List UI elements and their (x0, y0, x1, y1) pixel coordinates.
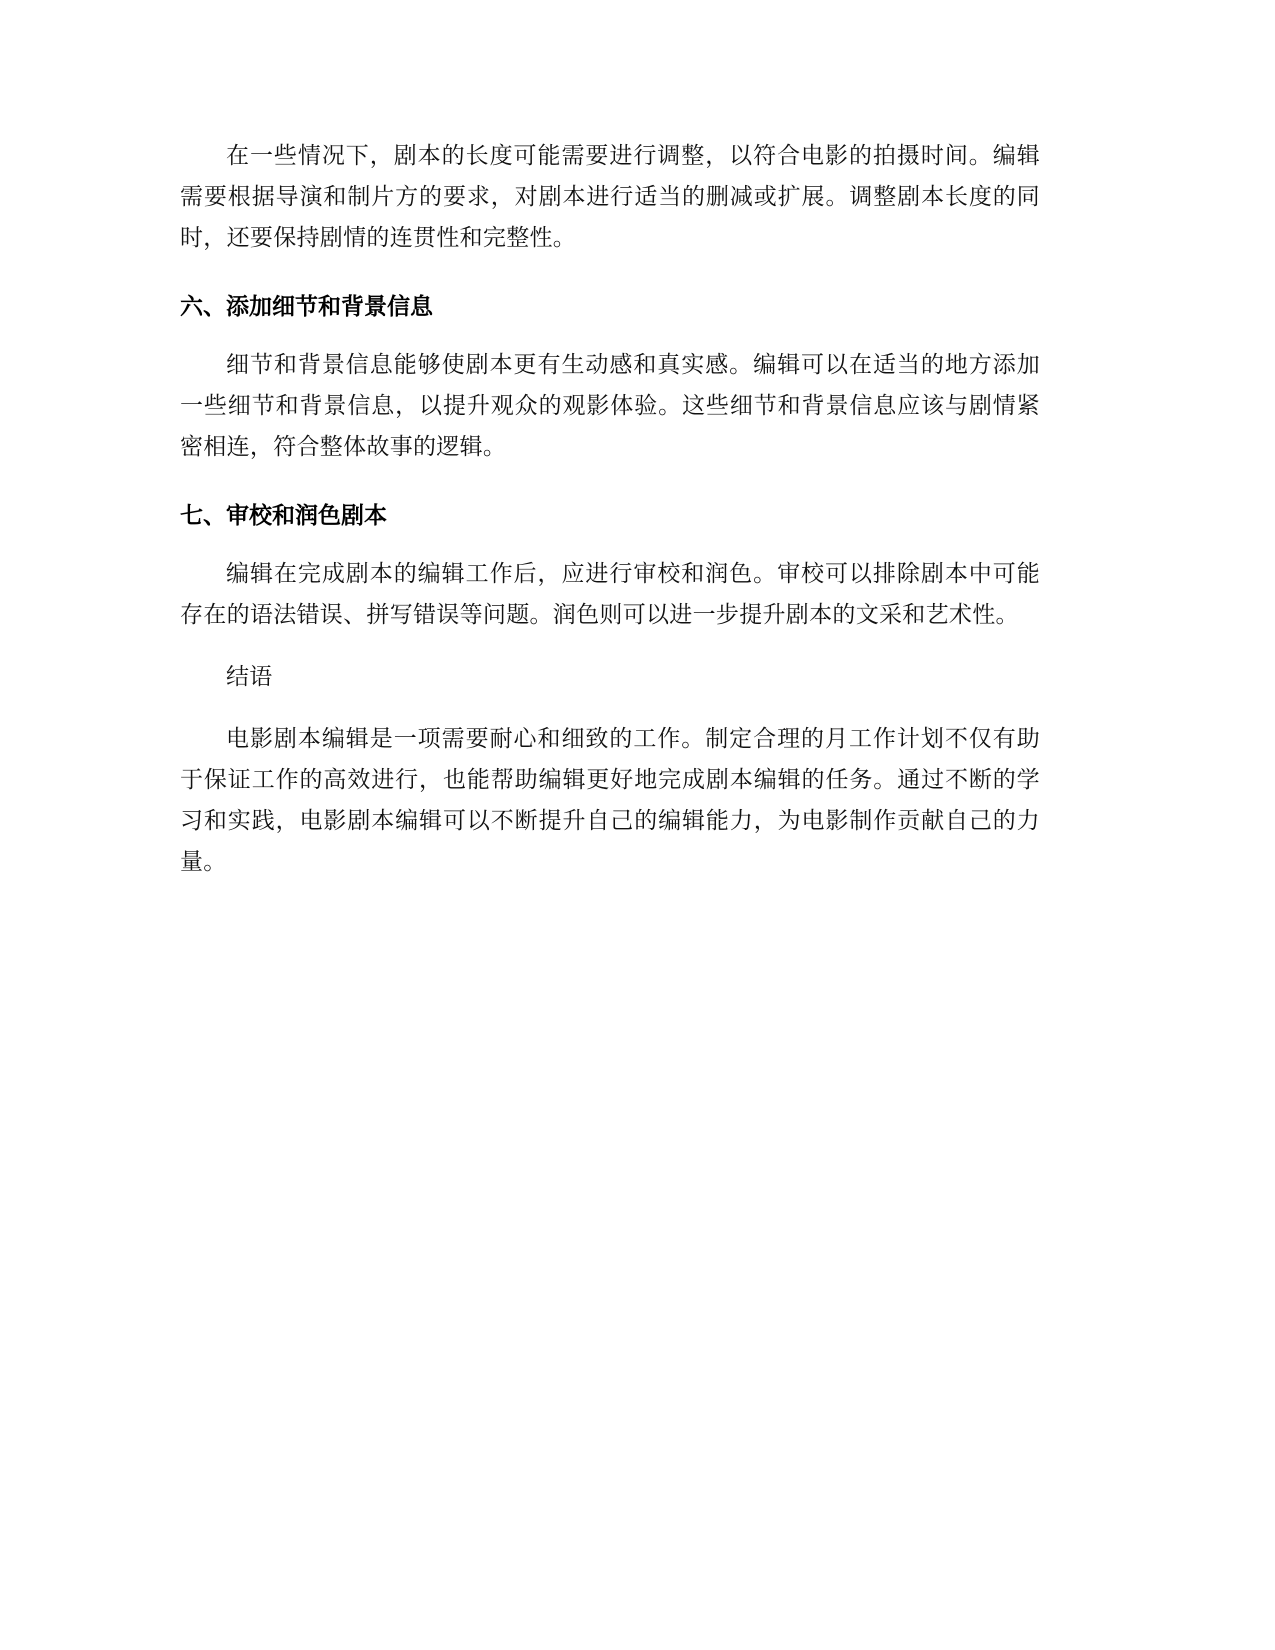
body-paragraph: 电影剧本编辑是一项需要耐心和细致的工作。制定合理的月工作计划不仅有助于保证工作的高效进行，也能帮助编辑更好地完成剧本编辑的任务。通过不断的学习和实践，电影剧本编辑可以不断提升自己的编辑能力，为电影制作贡献自己的力量。 (180, 726, 1040, 875)
conclusion-label: 结语 (226, 664, 273, 690)
body-paragraph: 在一些情况下，剧本的长度可能需要进行调整，以符合电影的拍摄时间。编辑需要根据导演和制片方的要求，对剧本进行适当的删减或扩展。调整剧本长度的同时，还要保持剧情的连贯性和完整性。 (180, 143, 1040, 251)
document-page (180, 136, 1040, 883)
body-paragraph: 细节和背景信息能够使剧本更有生动感和真实感。编辑可以在适当的地方添加一些细节和背景信息，以提升观众的观影体验。这些细节和背景信息应该与剧情紧密相连，符合整体故事的逻辑。 (180, 352, 1040, 460)
section-heading: 七、审校和润色剧本 (180, 503, 387, 529)
body-paragraph: 编辑在完成剧本的编辑工作后，应进行审校和润色。审校可以排除剧本中可能存在的语法错误、拼写错误等问题。润色则可以进一步提升剧本的文采和艺术性。 (180, 561, 1040, 628)
section-heading: 六、添加细节和背景信息 (180, 294, 433, 320)
